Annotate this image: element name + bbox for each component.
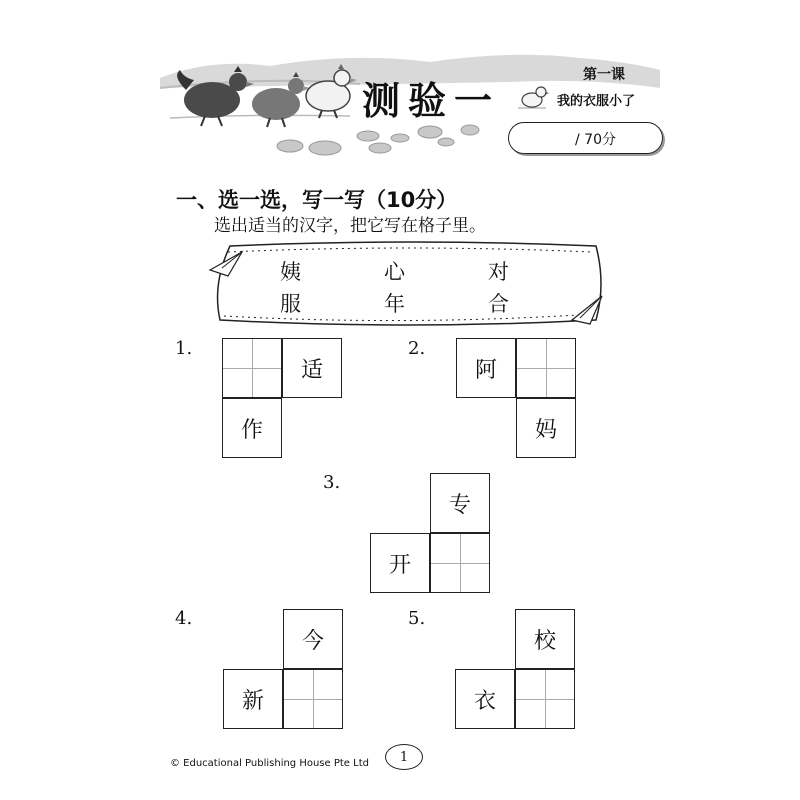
question-number: 1. [175,338,193,359]
page-number: 1 [385,744,423,770]
question-number: 4. [175,608,193,629]
word-bank-char: 合 [488,292,509,316]
page-title: 测验一 [362,78,501,123]
given-char-box: 开 [370,533,430,593]
given-char-box: 作 [222,398,282,458]
given-char-box: 妈 [516,398,576,458]
given-char-box: 阿 [456,338,516,398]
word-bank-char: 心 [384,260,405,284]
answer-box[interactable] [515,669,575,729]
score-box [508,122,663,154]
word-bank-char: 服 [280,292,301,316]
answer-box[interactable] [283,669,343,729]
copyright-text: © Educational Publishing House Pte Ltd [170,758,369,769]
answer-box[interactable] [516,338,576,398]
word-bank-char: 对 [488,260,509,284]
answer-box[interactable] [222,338,282,398]
lesson-number: 第一课 [583,67,625,83]
question-number: 5. [408,608,426,629]
given-char-box: 衣 [455,669,515,729]
given-char-box: 新 [223,669,283,729]
lesson-name: 我的衣服小了 [557,94,636,109]
given-char-box: 专 [430,473,490,533]
given-char-box: 适 [282,338,342,398]
given-char-box: 今 [283,609,343,669]
paper-plane-icon [572,296,602,324]
question-number: 3. [323,472,341,493]
question-number: 2. [408,338,426,359]
stepping-stones [277,125,479,155]
word-bank-char: 姨 [280,260,301,284]
word-bank-char: 年 [384,292,405,316]
word-bank [208,240,608,328]
given-char-box: 校 [515,609,575,669]
answer-box[interactable] [430,533,490,593]
chick-icon [518,87,549,108]
instruction-text: 选出适当的汉字，把它写在格子里。 [214,216,486,236]
section-heading: 一、选一选，写一写（10分） [176,188,458,212]
score-total: / 70分 [575,132,616,148]
